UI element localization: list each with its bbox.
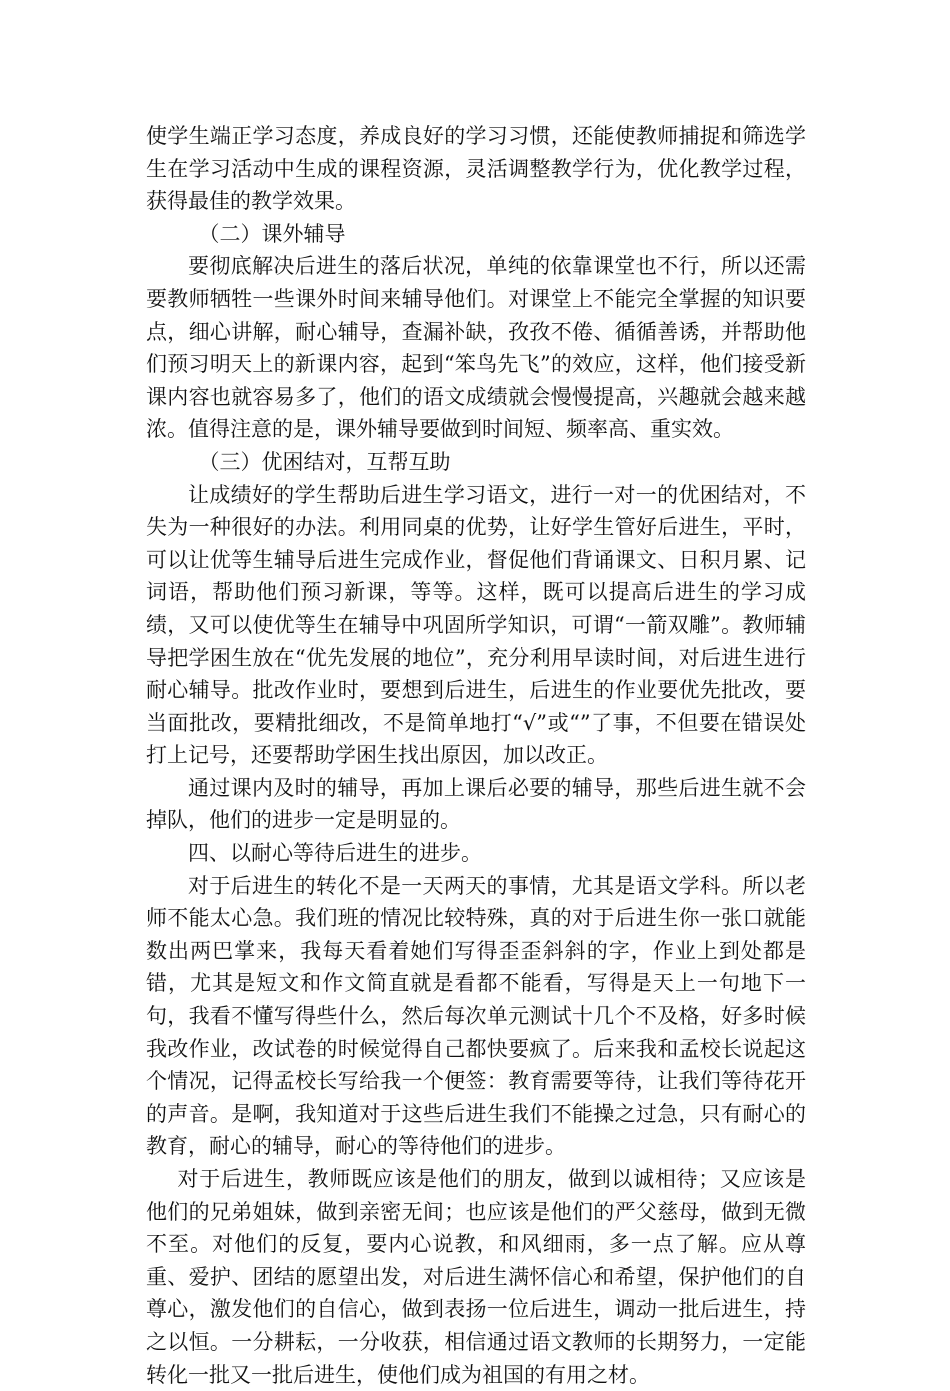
section-heading-patience: 四、以耐心等待后进生的进步。	[188, 841, 482, 866]
paragraph-teacher-role: 对于后进生，教师既应该是他们的朋友，做到以诚相待；又应该是他们的兄弟姐妹，做到亲密无间；也应该是他们的严父慈母，做到无微不至。对他们的反复，要内心说教，和风细雨，多一点了解。应从尊重、爱护、团结的愿望出发，对后进生满怀信心和希望，保护他们的自尊心，激发他们的自信心，做到表扬一位后进生，调动一批后进生，持之以恒。一分耕耘，一分收获，相信通过语文教师的长期努力，一定能转化一批又一批后进生，使他们成为祖国的有用之材。	[146, 1167, 806, 1387]
paragraph-continuation: 使学生端正学习态度，养成良好的学习习惯，还能使教师捕捉和筛选学生在学习活动中生成的课程资源，灵活调整教学行为，优化教学过程，获得最佳的教学效果。	[146, 124, 806, 214]
section-heading-extracurricular-tutoring: （二）课外辅导	[198, 221, 346, 246]
paragraph-patience: 对于后进生的转化不是一天两天的事情，尤其是语文学科。所以老师不能太心急。我们班的情况比较特殊，真的对于后进生你一张口就能数出两巴掌来，我每天看着她们写得歪歪斜斜的字，作业上到处都是错，尤其是短文和作文简直就是看都不能看，写得是天上一句地下一句，我看不懂写得些什么，然后每次单元测试十几个不及格，好多时候我改作业，改试卷的时候觉得自己都快要疯了。后来我和孟校长说起这个情况，记得孟校长写给我一个便签：教育需要等待，让我们等待花开的声音。是啊，我知道对于这些后进生我们不能操之过急，只有耐心的教育，耐心的辅导，耐心的等待他们的进步。	[146, 873, 806, 1159]
document-page	[146, 120, 806, 1391]
paragraph-tutoring-summary: 通过课内及时的辅导，再加上课后必要的辅导，那些后进生就不会掉队，他们的进步一定是明显的。	[146, 775, 806, 833]
section-heading-peer-pairing: （三）优困结对，互帮互助	[198, 449, 451, 474]
paragraph-extracurricular-tutoring: 要彻底解决后进生的落后状况，单纯的依靠课堂也不行，所以还需要教师牺牲一些课外时间来辅导他们。对课堂上不能完全掌握的知识要点，细心讲解，耐心辅导，查漏补缺，孜孜不倦、循循善诱，并帮助他们预习明天上的新课内容，起到“笨鸟先飞”的效应，这样，他们接受新课内容也就容易多了，他们的语文成绩就会慢慢提高，兴趣就会越来越浓。值得注意的是，课外辅导要做到时间短、频率高、重实效。	[146, 254, 806, 442]
paragraph-peer-pairing: 让成绩好的学生帮助后进生学习语文，进行一对一的优困结对，不失为一种很好的办法。利用同桌的优势，让好学生管好后进生，平时，可以让优等生辅导后进生完成作业，督促他们背诵课文、日积月累、记词语，帮助他们预习新课，等等。这样，既可以提高后进生的学习成绩，又可以使优等生在辅导中巩固所学知识，可谓“一箭双雕”。教师辅导把学困生放在“优先发展的地位”，充分利用早读时间，对后进生进行耐心辅导。批改作业时，要想到后进生，后进生的作业要优先批改，要当面批改，要精批细改，不是简单地打“√”或“”了事，不但要在错误处打上记号，还要帮助学困生找出原因，加以改正。	[146, 482, 806, 768]
